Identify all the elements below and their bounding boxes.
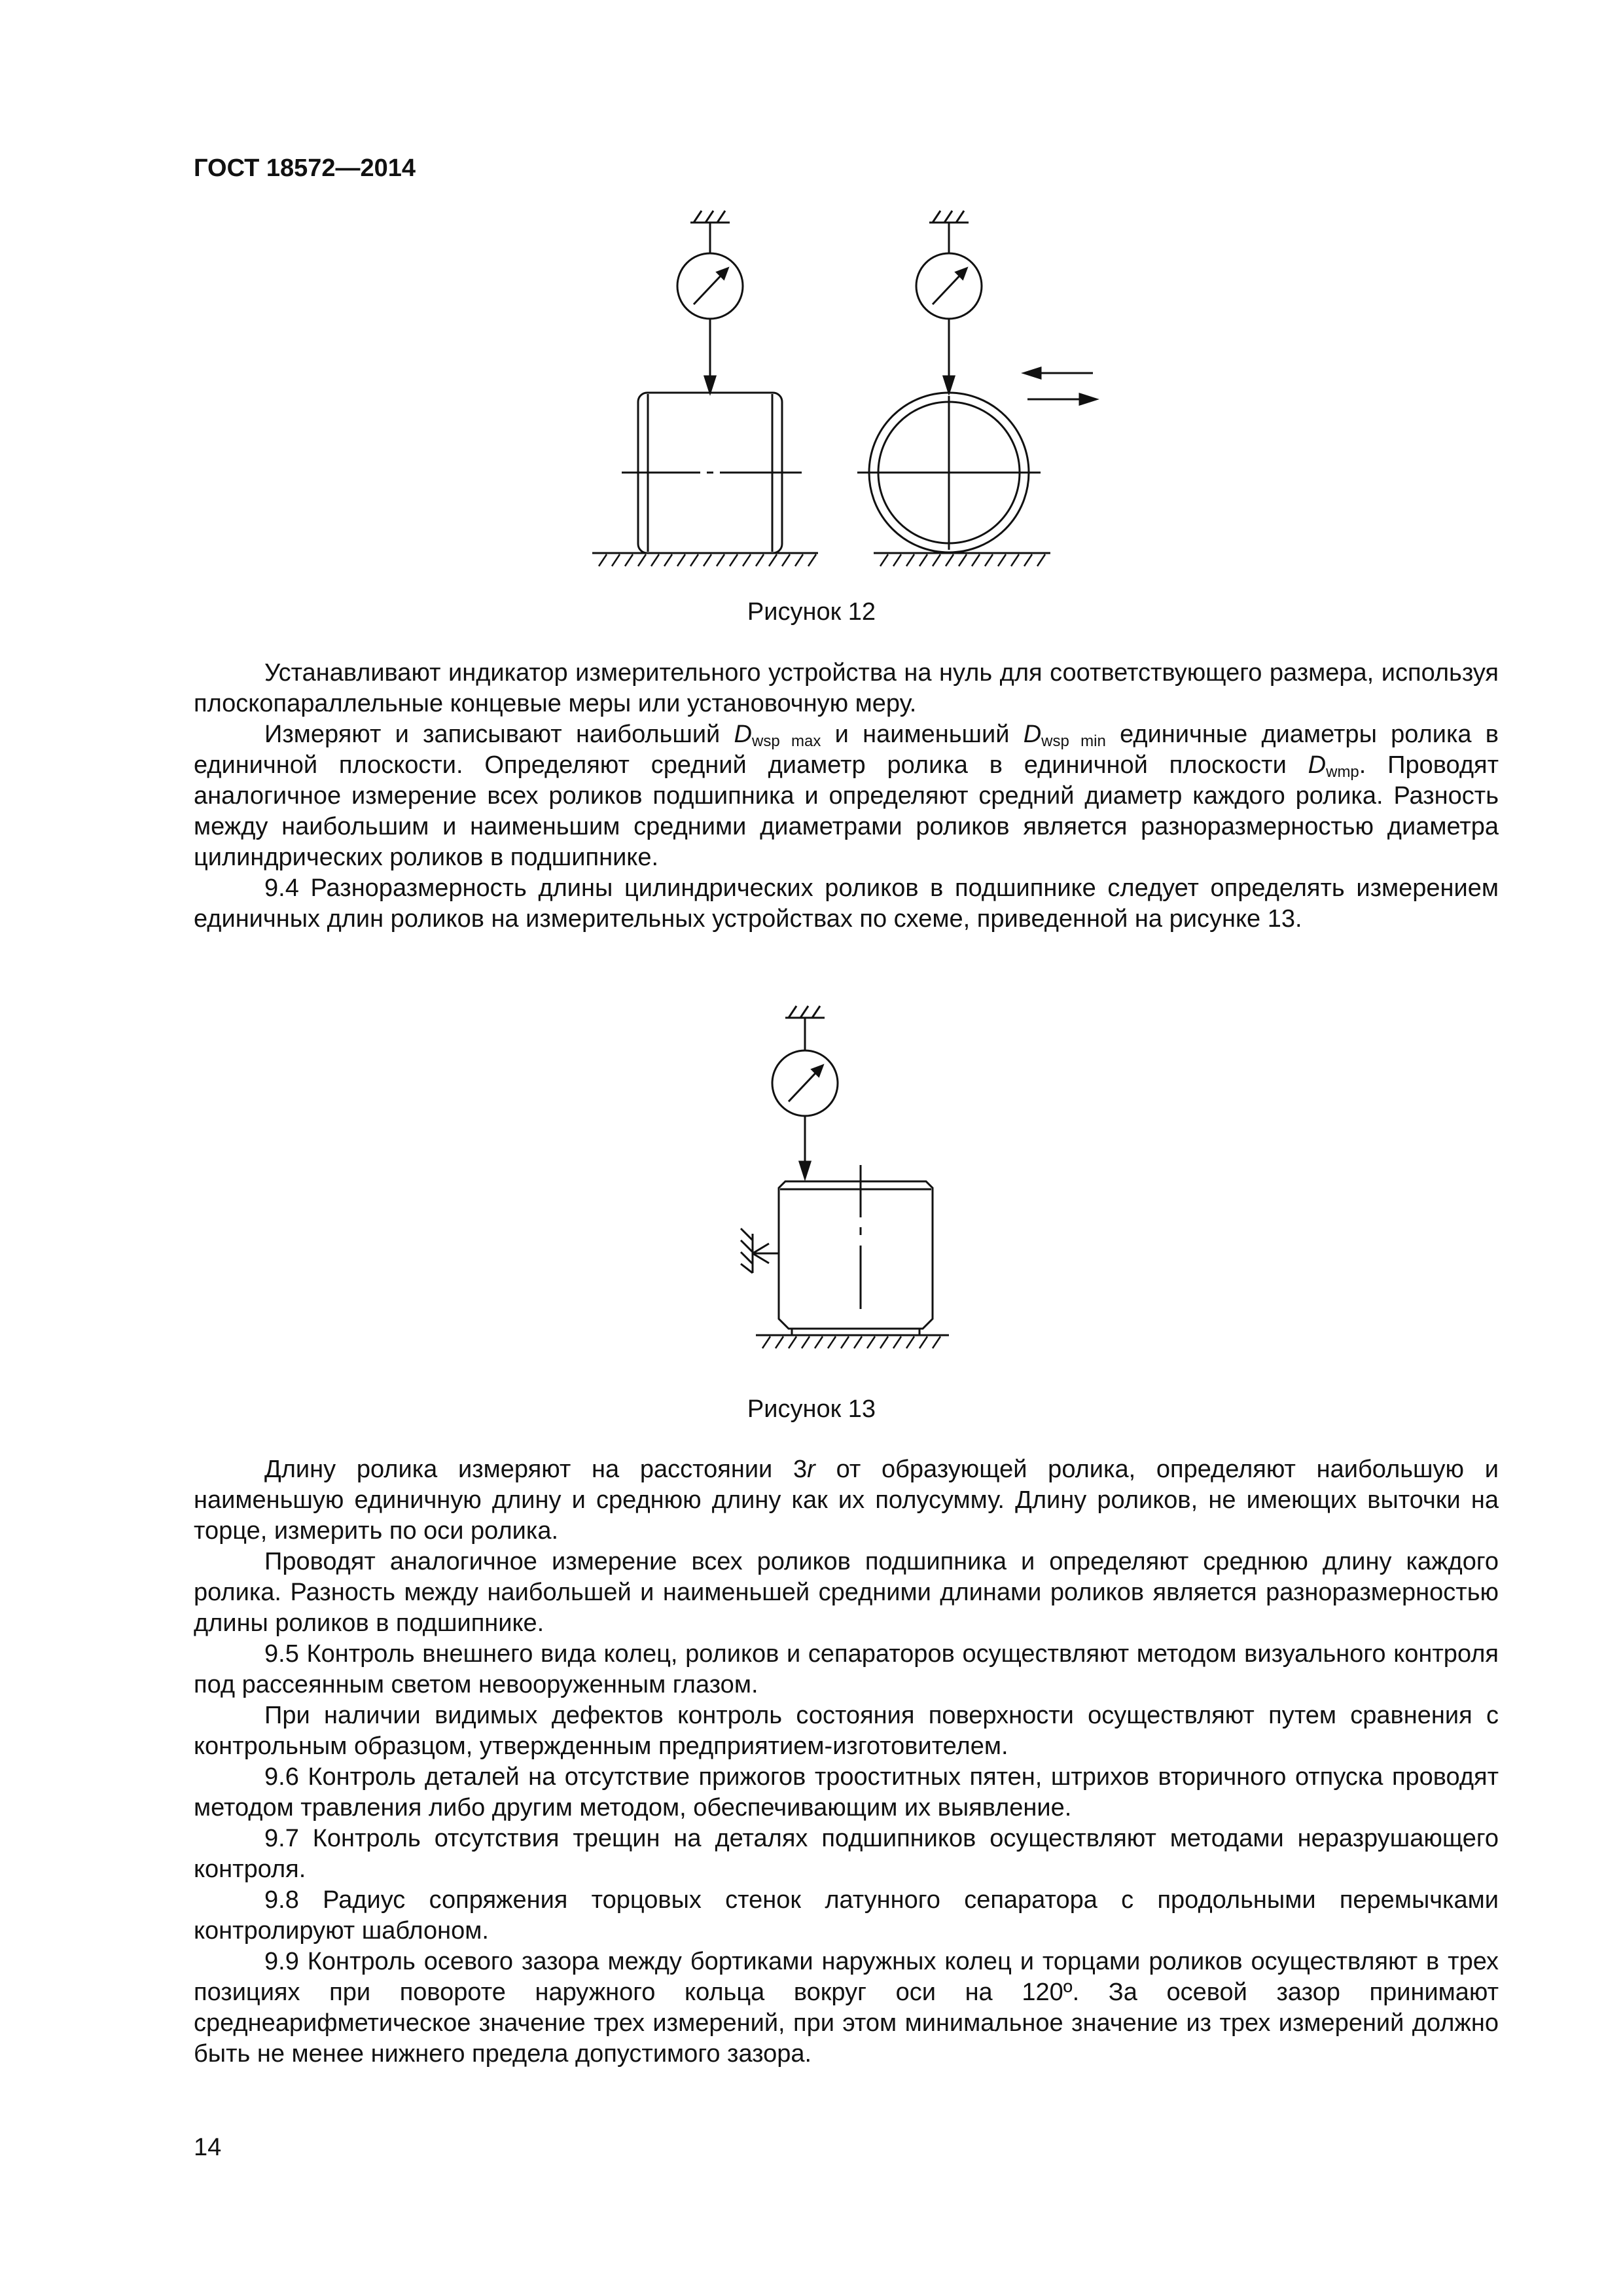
figure-13: [726, 992, 975, 1371]
fig12-right-assembly: [857, 211, 1096, 553]
figure-12: [576, 196, 1139, 569]
page-number: 14: [194, 2134, 222, 2161]
document-header: ГОСТ 18572—2014: [194, 154, 416, 182]
text-block-2: [194, 1454, 1499, 2070]
text-block-1: [194, 658, 1499, 935]
paragraph: Длину ролика измеряют на расстоянии 3r от образующей ролика, определяют наибольшую и наименьшую единичную длину и среднюю длину как их полусумму. Длину роликов, не имеющих выточки на торце, измерить по оси ролика.: [194, 1456, 1499, 1545]
paragraph: Измеряют и записывают наибольший $D_{wsp max}$ и наименьший $D_{wsp min}$ единичные диаметры ролика в единичной плоскости. Определяют средний диаметр ролика в единичной плоскости $D_{wmp}$. Проводят аналогичное измерение всех роликов подшипника и определяют средний диаметр каждого ролика. Разность между наибольшим и наименьшим средними диаметрами роликов является разноразмерностью диаметра цилиндрических роликов в подшипнике.: [194, 721, 1499, 871]
paragraph: При наличии видимых дефектов контроль состояния поверхности осуществляют путем сравнения с контрольным образцом, утвержденным предприятием-изготовителем.: [194, 1702, 1499, 1760]
paragraph: 9.5 Контроль внешнего вида колец, роликов и сепараторов осуществляют методом визуального контроля под рассеянным светом невооруженным глазом.: [194, 1640, 1499, 1698]
paragraph: 9.4 Разноразмерность длины цилиндрических роликов в подшипнике следует определять измерением единичных длин роликов на измерительных устройствах по схеме, приведенной на рисунке 13.: [194, 874, 1499, 933]
fig13-roller: [779, 1181, 933, 1329]
figure-12-caption: Рисунок 12: [747, 598, 876, 626]
paragraph: 9.7 Контроль отсутствия трещин на деталях подшипников осуществляют методами неразрушающего контроля.: [194, 1825, 1499, 1883]
fig12-left-assembly: [592, 211, 818, 553]
paragraph: Проводят аналогичное измерение всех роликов подшипника и определяют среднюю длину каждого ролика. Разность между наибольшей и наименьшей средними длинами роликов является разноразмерностью длины роликов в подшипнике.: [194, 1548, 1499, 1637]
paragraph: Устанавливают индикатор измерительного устройства на нуль для соответствующего размера, используя плоскопараллельные концевые меры или установочную меру.: [194, 659, 1499, 717]
paragraph: 9.6 Контроль деталей на отсутствие прижогов трооститных пятен, штрихов вторичного отпуска проводят методом травления либо другим методом, обеспечивающим их выявление.: [194, 1763, 1499, 1821]
paragraph: 9.9 Контроль осевого зазора между бортиками наружных колец и торцами роликов осуществляют в трех позициях при повороте наружного кольца вокруг оси на 120º. За осевой зазор принимают среднеарифметическое значение трех измерений, при этом минимальное значение из трех измерений должно быть не менее нижнего предела допустимого зазора.: [194, 1948, 1499, 2068]
paragraph: 9.8 Радиус сопряжения торцовых стенок латунного сепаратора с продольными перемычками контролируют шаблоном.: [194, 1886, 1499, 1945]
figure-13-caption: Рисунок 13: [747, 1395, 876, 1423]
